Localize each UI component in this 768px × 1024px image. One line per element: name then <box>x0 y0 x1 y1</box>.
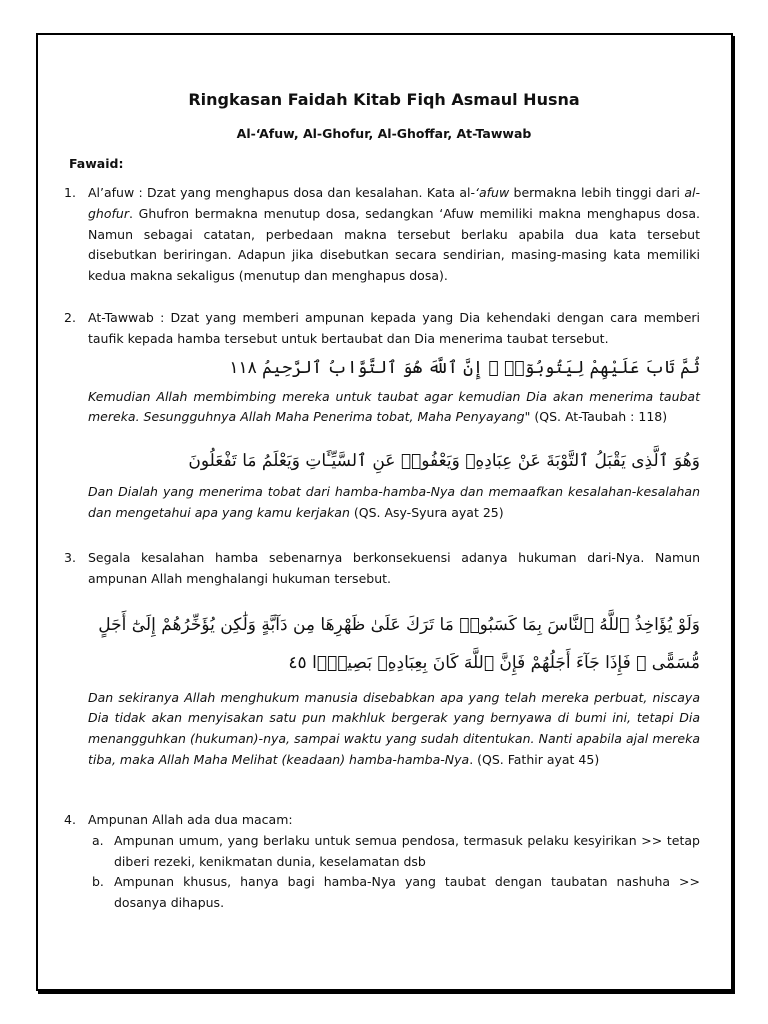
document-subtitle: Al-‘Afuw, Al-Ghofur, Al-Ghoffar, At-Tawwab <box>236 126 532 141</box>
item-number: 4. <box>64 812 76 827</box>
item-text: Segala kesalahan hamba sebenarnya berkonsekuensi adanya hukuman dari-Nya. Namun ampunan Allah menghalangi hukuman tersebut. <box>88 550 700 586</box>
list-item-4 <box>64 810 700 914</box>
item-text: Al’afuw : Dzat yang menghapus dosa dan kesalahan. Kata al-‘afuw bermakna lebih tinggi dari al-ghofur. Ghufron bermakna menutup dosa, sedangkan ‘Afuw memiliki makna menghapus dosa. Namun sebagai catatan, perbedaan makna tersebut berlaku apabila dua kata tersebut disebutkan beriringan. Adapun jika disebutkan secara sendirian, masing-masing kata memiliki kedua makna sekaligus (menutup dan menghapus dosa). <box>88 185 700 284</box>
sub-item-label: b. <box>92 874 104 890</box>
arabic-verse: ثُمَّ تَابَ عَلَيْهِمْ لِيَتُوبُوٓا۟ ۚ إِنَّ ٱللَّهَ هُوَ ٱلتَّوَّابُ ٱلرَّحِيمُ ١١٨ <box>229 357 700 378</box>
list-item-1 <box>64 183 700 287</box>
sub-item-text: Ampunan umum, yang berlaku untuk semua pendosa, termasuk pelaku kesyirikan >> tetap diberi rezeki, kenikmatan dunia, keselamatan dsb <box>114 832 700 869</box>
arabic-verse: وَلَوْ يُؤَاخِذُ ٱللَّهُ ٱلنَّاسَ بِمَا كَسَبُوا۟ مَا تَرَكَ عَلَىٰ ظَهْرِهَا مِن دَآبَّةٍ وَلَٰكِن يُؤَخِّرُهُمْ إِلَىٰٓ أَجَلٍ مُّسَمًّى ۖ فَإِذَا جَآءَ أَجَلُهُمْ فَإِنَّ ٱللَّهَ كَانَ بِعِبَادِهِۦ بَصِيرًۢا ٤٥ <box>98 614 700 673</box>
sub-item-label: a. <box>92 832 104 848</box>
arabic-verse: وَهُوَ ٱلَّذِى يَقْبَلُ ٱلتَّوْبَةَ عَنْ عِبَادِهِۦ وَيَعْفُوا۟ عَنِ ٱلسَّيِّـَٔاتِ وَيَعْلَمُ مَا تَفْعَلُونَ <box>188 451 700 472</box>
item-number: 2. <box>64 310 76 325</box>
verse-translation: Dan sekiranya Allah menghukum manusia disebabkan apa yang telah mereka perbuat, niscaya Dia tidak akan menyisakan satu pun makhluk bergerak yang bernyawa di bumi ini, tetapi Dia menangguhkan (hukuman)-nya, sampai waktu yang sudah ditentukan. Nanti apabila ajal mereka tiba, maka Allah Maha Melihat (keadaan) hamba-hamba-Nya. (QS. Fathir ayat 45) <box>88 689 700 767</box>
list-item-2 <box>64 308 700 524</box>
document-title: Ringkasan Faidah Kitab Fiqh Asmaul Husna <box>188 90 580 109</box>
item-text: At-Tawwab : Dzat yang memberi ampunan kepada yang Dia kehendaki dengan cara memberi taufik kepada hamba tersebut untuk bertaubat dan Dia menerima taubat tersebut. <box>88 310 700 346</box>
item-number: 1. <box>64 185 76 200</box>
verse-translation: Kemudian Allah membimbing mereka untuk taubat agar kemudian Dia akan menerima taubat mereka. Sesungguhnya Allah Maha Penerima tobat, Maha Penyayang" (QS. At-Taubah : 118) <box>88 388 700 425</box>
sub-item-a <box>92 831 700 873</box>
fawaid-label: Fawaid: <box>69 156 124 171</box>
item-text: Ampunan Allah ada dua macam: <box>88 812 293 827</box>
list-item-3 <box>64 548 700 771</box>
verse-translation: Dan Dialah yang menerima tobat dari hamba-hamba-Nya dan memaafkan kesalahan-kesalahan dan mengetahui apa yang kamu kerjakan (QS. Asy-Syura ayat 25) <box>88 484 700 520</box>
sub-item-text: Ampunan khusus, hanya bagi hamba-Nya yang taubat dengan taubatan nashuha >> dosanya dihapus. <box>114 874 700 911</box>
sub-item-b <box>92 872 700 914</box>
item-number: 3. <box>64 550 76 565</box>
